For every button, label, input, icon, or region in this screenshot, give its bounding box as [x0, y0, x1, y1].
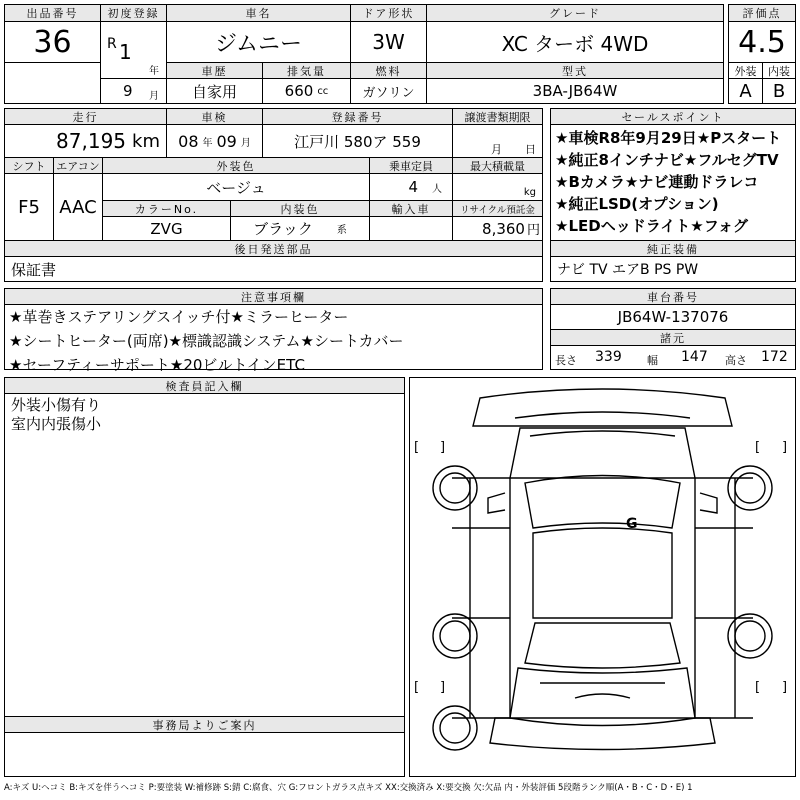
- caution-header: [4, 288, 543, 305]
- plate: [262, 124, 453, 158]
- shift: [4, 173, 54, 241]
- plate-header-text: 登録番号: [331, 110, 384, 124]
- load-header-text: 最大積載量: [470, 159, 525, 173]
- int-color-unit: 系: [336, 225, 347, 236]
- inspector-note: 外装小傷有り: [11, 396, 102, 414]
- plate-header: [262, 108, 453, 125]
- score: [728, 21, 796, 63]
- aircon-header-text: エアコン: [56, 159, 100, 173]
- model: [426, 78, 724, 104]
- chassis-text: JB64W-137076: [617, 308, 729, 326]
- inspector-header-text: 検査員記入欄: [165, 379, 244, 393]
- equipment: [550, 256, 796, 282]
- mileage: [4, 124, 167, 158]
- transfer-day-unit: 日: [525, 143, 536, 156]
- chassis-header-text: 車台番号: [647, 290, 699, 304]
- history-header-text: 車歴: [201, 64, 228, 78]
- car-name-header-text: 車名: [245, 7, 272, 20]
- fuel-header: [350, 62, 427, 79]
- shift-header-text: シフト: [12, 159, 46, 173]
- int-color: [230, 216, 370, 241]
- transfer-month-unit: 月: [491, 143, 502, 156]
- caution: [4, 304, 543, 374]
- later-parts: [4, 256, 543, 282]
- first-reg-month-value: 9: [123, 82, 133, 100]
- displacement-header: [262, 62, 351, 79]
- model-header: [426, 62, 724, 79]
- first-reg-header-text: 初度登録: [107, 7, 160, 20]
- door-type-text: 3W: [372, 30, 405, 54]
- later-parts-header: [4, 240, 543, 257]
- bracket-left-bottom: [: [414, 680, 420, 695]
- specs-height: 172: [761, 349, 788, 365]
- sales-point-item: ★純正8インチナビ★フルセグTV: [555, 151, 779, 169]
- grade: [426, 21, 724, 63]
- recycle-text: 8,360: [482, 219, 525, 238]
- caution-item: ★シートヒーター(両席)★標識認識システム★シートカバー: [9, 332, 404, 350]
- fuel: [350, 78, 427, 104]
- grade-text: XC ターボ 4WD: [501, 31, 649, 56]
- chassis-header: [550, 288, 796, 305]
- score-int-header: [762, 62, 796, 79]
- equipment-header: [550, 240, 796, 257]
- inspector-header: [4, 377, 405, 394]
- bracket-left-top-r: [: [755, 440, 761, 455]
- capacity-unit: 人: [432, 183, 442, 195]
- sales-point-item: ★車検R8年9月29日★Pスタート: [555, 129, 782, 147]
- sales-points: [550, 124, 796, 241]
- first-reg-month-unit: 月: [149, 91, 159, 102]
- later-parts-header-text: 後日発送部品: [234, 242, 313, 256]
- inspection-month-unit: 月: [240, 137, 251, 149]
- import-header-text: 輸入車: [391, 202, 431, 216]
- transfer-header-text: 譲渡書類期限: [464, 110, 531, 124]
- office-header-text: 事務局よりご案内: [152, 718, 257, 732]
- inspection-header: [166, 108, 263, 125]
- import-header: [369, 200, 453, 217]
- displacement: [262, 78, 351, 104]
- specs-length-label: 長さ: [555, 354, 577, 367]
- damage-mark-g: G: [626, 516, 638, 532]
- car-name-text: ジムニー: [214, 31, 303, 57]
- inspection-year: 08: [178, 131, 199, 151]
- ext-color-header: [102, 157, 370, 174]
- recycle-header: [452, 200, 543, 217]
- door-header: [350, 4, 427, 22]
- capacity: [369, 173, 453, 201]
- mileage-header: [4, 108, 167, 125]
- shift-header: [4, 157, 54, 174]
- history-header: [166, 62, 263, 79]
- recycle: [452, 216, 543, 241]
- bracket-left-bottom-r: [: [755, 680, 761, 695]
- score-ext-text: A: [739, 80, 752, 102]
- car-diagram-svg: [410, 378, 795, 776]
- history: [166, 78, 263, 104]
- equipment-header-text: 純正装備: [647, 242, 699, 256]
- score-header: [728, 4, 796, 22]
- fuel-text: ガソリン: [362, 85, 415, 101]
- color-no-header-text: カラーNo.: [134, 202, 199, 216]
- transfer-header: [452, 108, 543, 125]
- bracket-left-top: [: [414, 440, 420, 455]
- score-int-text: B: [772, 80, 786, 102]
- chassis: [550, 304, 796, 330]
- first-reg-header: [100, 4, 167, 22]
- first-reg-year: [100, 21, 167, 79]
- import: [369, 216, 453, 241]
- mileage-header-text: 走行: [72, 110, 99, 124]
- score-ext-header-text: 外装: [734, 64, 757, 78]
- load-header: [452, 157, 543, 174]
- lot-number: [4, 21, 101, 63]
- caution-item: ★革巻きステアリングスイッチ付★ミラーヒーター: [9, 308, 349, 326]
- specs-length: 339: [595, 349, 622, 365]
- capacity-header: [369, 157, 453, 174]
- model-header-text: 型式: [562, 64, 588, 78]
- mileage-text: 87,195: [56, 129, 127, 153]
- damage-legend: A:キズ U:ヘコミ B:キズを伴うヘコミ P:要塗装 W:補修跡 S:錆 C:腐食、穴 G:フロントガラス点キズ XX:交換済み X:要交換 欠:欠品 内・外装評価 5段階ランク順(A・B・C・D・E) 1: [4, 783, 693, 793]
- door-header-text: ドア形状: [362, 7, 415, 20]
- score-header-text: 評価点: [742, 7, 782, 20]
- sales-point-item: ★LEDヘッドライト★フォグ: [555, 217, 748, 235]
- specs-height-label: 高さ: [725, 354, 747, 367]
- bracket-right-top: ]: [440, 440, 446, 455]
- inspection: [166, 124, 263, 158]
- ext-color: [102, 173, 370, 201]
- ext-color-header-text: 外装色: [216, 159, 256, 173]
- transfer: [452, 124, 543, 158]
- score-int-header-text: 内装: [768, 64, 790, 78]
- caution-header-text: 注意事項欄: [241, 290, 306, 304]
- bracket-right-top-r: ]: [782, 440, 788, 455]
- lot-number-text: 36: [33, 24, 72, 60]
- sales-points-header-text: セールスポイント: [621, 110, 725, 124]
- sales-points-header: [550, 108, 796, 125]
- inspection-month: 09: [216, 131, 237, 151]
- sales-point-item: ★純正LSD(オプション): [555, 195, 719, 213]
- shift-text: F5: [18, 196, 40, 218]
- specs-header-text: 諸元: [660, 331, 686, 345]
- color-no: [102, 216, 231, 241]
- first-reg-year-value: 1: [119, 40, 132, 64]
- inspector-note: 室内内張傷小: [11, 415, 102, 433]
- score-ext-header: [728, 62, 763, 79]
- car-name: [166, 21, 351, 63]
- int-color-header: [230, 200, 370, 217]
- later-parts-text: 保証書: [11, 260, 57, 279]
- first-reg-year-unit: 年: [149, 66, 159, 77]
- inspection-header-text: 車検: [201, 110, 228, 124]
- specs-header: [550, 329, 796, 346]
- lot-header: [4, 4, 101, 22]
- inspection-year-unit: 年: [202, 137, 213, 149]
- damage-diagram: [409, 377, 796, 777]
- int-color-header-text: 内装色: [280, 202, 320, 216]
- color-no-header: [102, 200, 231, 217]
- aircon: [53, 173, 103, 241]
- first-reg-era: R: [107, 36, 117, 52]
- fuel-header-text: 燃料: [375, 64, 402, 78]
- office-notes: [4, 732, 405, 777]
- displacement-header-text: 排気量: [287, 64, 326, 78]
- sales-point-item: ★Bカメラ★ナビ連動ドラレコ: [555, 173, 759, 191]
- lot-blank: [4, 62, 101, 104]
- score-int: [762, 78, 796, 104]
- recycle-unit: 円: [526, 223, 540, 238]
- lot-header-text: 出品番号: [26, 7, 79, 20]
- aircon-header: [53, 157, 103, 174]
- aircon-text: AAC: [59, 196, 97, 218]
- model-text: 3BA-JB64W: [532, 82, 618, 100]
- capacity-text: 4: [408, 178, 418, 196]
- load-unit: kg: [523, 186, 536, 198]
- caution-item: ★セーフティーサポート★20ビルトインETC: [9, 356, 305, 374]
- office-header: [4, 716, 405, 733]
- specs-width-label: 幅: [647, 354, 658, 367]
- plate-text: 江戸川 580ア 559: [294, 132, 421, 151]
- equipment-text: ナビ TV エアB PS PW: [557, 262, 699, 278]
- color-no-text: ZVG: [150, 219, 183, 238]
- inspector-notes: [4, 393, 405, 717]
- specs: [550, 345, 796, 370]
- history-text: 自家用: [191, 82, 237, 101]
- displacement-text: 660: [284, 82, 314, 100]
- score-ext: [728, 78, 763, 104]
- recycle-header-text: リサイクル預託金: [460, 204, 535, 216]
- score-text: 4.5: [738, 24, 786, 60]
- bracket-right-bottom: ]: [440, 680, 446, 695]
- capacity-header-text: 乗車定員: [389, 159, 433, 173]
- mileage-unit: km: [132, 130, 160, 152]
- car-name-header: [166, 4, 351, 22]
- int-color-text: ブラック: [253, 220, 313, 238]
- displacement-unit: cc: [317, 85, 329, 97]
- ext-color-text: ベージュ: [206, 178, 266, 197]
- door-type: [350, 21, 427, 63]
- grade-header: [426, 4, 724, 22]
- load: [452, 173, 543, 201]
- bracket-right-bottom-r: ]: [782, 680, 788, 695]
- specs-width: 147: [681, 349, 708, 365]
- first-reg-month: [100, 78, 167, 104]
- grade-header-text: グレード: [549, 7, 601, 20]
